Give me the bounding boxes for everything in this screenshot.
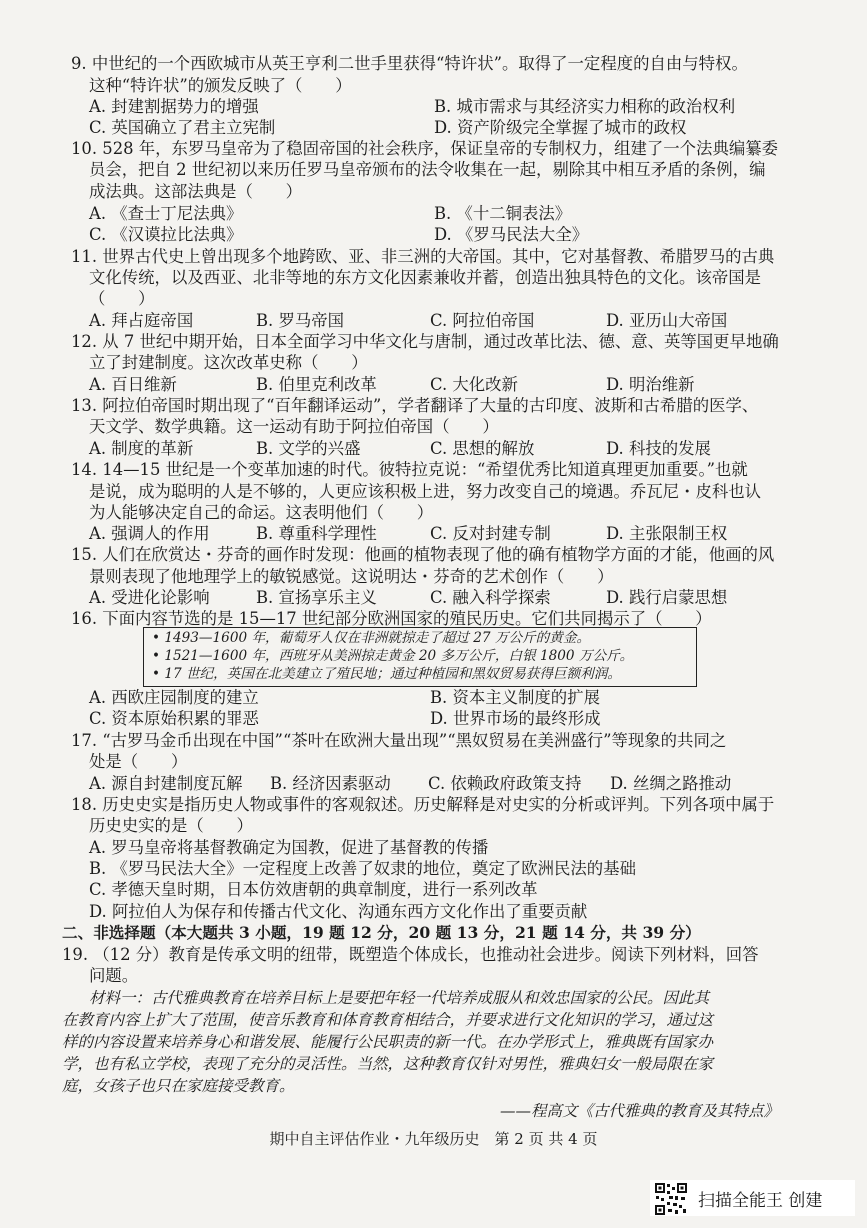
q12-stem-line-1: 12. 从 7 世纪中期开始，日本全面学习中华文化与唐制，通过改革比法、德、意、英等国更早地确 [71, 332, 779, 351]
qr-code-icon [654, 1182, 688, 1216]
q14-option-a: A. 强调人的作用 [89, 524, 210, 543]
q12-option-d: D. 明治维新 [606, 375, 695, 394]
q19-material-line-1: 材料一：古代雅典教育在培养目标上是要把年轻一代培养成服从和效忠国家的公民。因此其 [89, 989, 710, 1007]
q19-material-line-5: 庭，女孩子也只在家庭接受教育。 [62, 1077, 295, 1095]
q19-material-line-3: 样的内容设置来培养身心和谐发展、能履行公民职责的新一代。在办学形式上，雅典既有国家办 [62, 1033, 714, 1051]
q11-option-b: B. 罗马帝国 [256, 311, 345, 330]
q9-stem-line-2: 这种“特许状”的颁发反映了（ ） [89, 76, 352, 95]
q15-stem-line-2: 景则表现了他地理学上的敏锐感觉。这说明达・芬奇的艺术创作（ ） [89, 567, 614, 586]
q14-stem-line-3: 为人能够决定自己的命运。这表明他们（ ） [89, 503, 434, 522]
q18-option-c: C. 孝德天皇时期，日本仿效唐朝的典章制度，进行一系列改革 [89, 880, 538, 899]
q16-source-item-2: • 1521—1600 年，西班牙从美洲掠走黄金 20 多万公斤，白银 1800 万公斤。 [152, 648, 634, 664]
q18-option-d: D. 阿拉伯人为保存和传播古代文化、沟通东西方文化作出了重要贡献 [89, 902, 588, 921]
q9-option-d: D. 资产阶级完全掌握了城市的政权 [434, 118, 687, 137]
q13-stem-line-1: 13. 阿拉伯帝国时期出现了“百年翻译运动”，学者翻译了大量的古印度、波斯和古希腊的医学、 [71, 396, 759, 415]
q16-option-b: B. 资本主义制度的扩展 [430, 688, 600, 707]
q12-option-b: B. 伯里克利改革 [256, 375, 377, 394]
q15-option-b: B. 宣扬享乐主义 [256, 588, 377, 607]
q16-option-a: A. 西欧庄园制度的建立 [89, 688, 259, 707]
q17-stem-line-2: 处是（ ） [89, 752, 188, 771]
q17-option-c: C. 依赖政府政策支持 [428, 774, 582, 793]
q19-stem-line-2: 问题。 [89, 966, 139, 985]
q11-stem-line-3: （ ） [89, 289, 155, 308]
q19-material-line-2: 在教育内容上扩大了范围，使音乐教育和体育教育相结合，并要求进行文化知识的学习，通过这 [62, 1011, 714, 1029]
q14-option-b: B. 尊重科学理性 [256, 524, 377, 543]
q16-option-d: D. 世界市场的最终形成 [430, 709, 601, 728]
q13-option-a: A. 制度的革新 [89, 439, 194, 458]
q11-option-d: D. 亚历山大帝国 [606, 311, 728, 330]
q11-stem-line-2: 文化传统，以及西亚、北非等地的东方文化因素兼收并蓄，创造出独具特色的文化。该帝国是 [89, 268, 762, 287]
q16-source-item-3: • 17 世纪，英国在北美建立了殖民地；通过种植园和黑奴贸易获得巨额利润。 [152, 666, 621, 682]
q12-option-a: A. 百日维新 [89, 375, 177, 394]
q9-option-c: C. 英国确立了君主立宪制 [89, 118, 276, 137]
q9-option-b: B. 城市需求与其经济实力相称的政治权利 [434, 97, 736, 116]
q10-stem-line-2: 员会，把自 2 世纪初以来历任罗马皇帝颁布的法令收集在一起，剔除其中相互矛盾的条例，编 [89, 160, 766, 179]
q18-option-b: B. 《罗马民法大全》一定程度上改善了奴隶的地位，奠定了欧洲民法的基础 [89, 859, 636, 878]
q17-stem-line-1: 17. “古罗马金币出现在中国”“茶叶在欧洲大量出现”“黑奴贸易在美洲盛行”等现象的共同之 [71, 731, 727, 750]
q10-option-d: D. 《罗马民法大全》 [434, 225, 589, 244]
q11-option-a: A. 拜占庭帝国 [89, 311, 194, 330]
q14-option-c: C. 反对封建专制 [430, 524, 551, 543]
q16-option-c: C. 资本原始积累的罪恶 [89, 709, 259, 728]
q10-stem-line-3: 成法典。这部法典是（ ） [89, 182, 303, 201]
page-footer: 期中自主评估作业・九年级历史 第 2 页 共 4 页 [269, 1130, 598, 1148]
q18-stem-line-2: 历史史实的是（ ） [89, 816, 253, 835]
q10-option-b: B. 《十二铜表法》 [434, 204, 572, 223]
q15-stem-line-1: 15. 人们在欣赏达・芬奇的画作时发现：他画的植物表现了他的确有植物学方面的才能，他画的风 [71, 545, 775, 564]
q15-option-a: A. 受进化论影响 [89, 588, 210, 607]
q17-option-a: A. 源自封建制度瓦解 [89, 774, 243, 793]
section-2-heading: 二、非选择题（本大题共 3 小题，19 题 12 分，20 题 13 分，21 题 14 分，共 39 分） [62, 923, 701, 942]
q19-stem-line-1: 19. （12 分）教育是传承文明的纽带，既塑造个体成长，也推动社会进步。阅读下列材料，回答 [62, 945, 759, 964]
q19-material-source: ——程高文《古代雅典的教育及其特点》 [500, 1102, 780, 1120]
q14-stem-line-2: 是说，成为聪明的人是不够的，人更应该积极上进，努力改变自己的境遇。乔瓦尼・皮科也认 [89, 482, 762, 501]
q12-option-c: C. 大化改新 [430, 375, 518, 394]
q12-stem-line-2: 立了封建制度。这次改革史称（ ） [89, 353, 368, 372]
q11-option-c: C. 阿拉伯帝国 [430, 311, 535, 330]
q13-option-d: D. 科技的发展 [606, 439, 711, 458]
q15-option-c: C. 融入科学探索 [430, 588, 551, 607]
q13-stem-line-2: 天文学、数学典籍。这一运动有助于阿拉伯帝国（ ） [89, 417, 499, 436]
q13-option-b: B. 文学的兴盛 [256, 439, 361, 458]
q15-option-d: D. 践行启蒙思想 [606, 588, 728, 607]
q9-option-a: A. 封建割据势力的增强 [89, 97, 259, 116]
q10-option-a: A. 《查士丁尼法典》 [89, 204, 243, 223]
q18-option-a: A. 罗马皇帝将基督教确定为国教，促进了基督教的传播 [89, 838, 489, 857]
q16-source-box [143, 627, 697, 687]
q17-option-d: D. 丝绸之路推动 [610, 774, 732, 793]
scanner-brand-text: 扫描全能王 创建 [698, 1191, 823, 1211]
q10-stem-line-1: 10. 528 年，东罗马皇帝为了稳固帝国的社会秩序，保证皇帝的专制权力，组建了一个法典编纂委 [71, 139, 779, 158]
q14-stem-line-1: 14. 14—15 世纪是一个变革加速的时代。彼特拉克说：“希望优秀比知道真理更加重要。”也就 [71, 460, 748, 479]
q13-option-c: C. 思想的解放 [430, 439, 535, 458]
q18-stem-line-1: 18. 历史史实是指历史人物或事件的客观叙述。历史解释是对史实的分析或评判。下列各项中属于 [71, 795, 775, 814]
q16-source-item-1: • 1493—1600 年，葡萄牙人仅在非洲就掠走了超过 27 万公斤的黄金。 [152, 630, 591, 646]
q11-stem-line-1: 11. 世界古代史上曾出现多个地跨欧、亚、非三洲的大帝国。其中，它对基督教、希腊罗马的古典 [71, 247, 775, 266]
q14-option-d: D. 主张限制王权 [606, 524, 728, 543]
q10-option-c: C. 《汉谟拉比法典》 [89, 225, 243, 244]
q16-stem-line-1: 16. 下面内容节选的是 15—17 世纪部分欧洲国家的殖民历史。它们共同揭示了（ ） [71, 609, 712, 628]
q9-stem-line-1: 9. 中世纪的一个西欧城市从英王亨利二世手里获得“特许状”。取得了一定程度的自由与特权。 [71, 54, 748, 73]
q19-material-line-4: 学，也有私立学校，表现了充分的灵活性。当然，这种教育仅针对男性，雅典妇女一般局限在家 [62, 1055, 714, 1073]
q17-option-b: B. 经济因素驱动 [270, 774, 391, 793]
